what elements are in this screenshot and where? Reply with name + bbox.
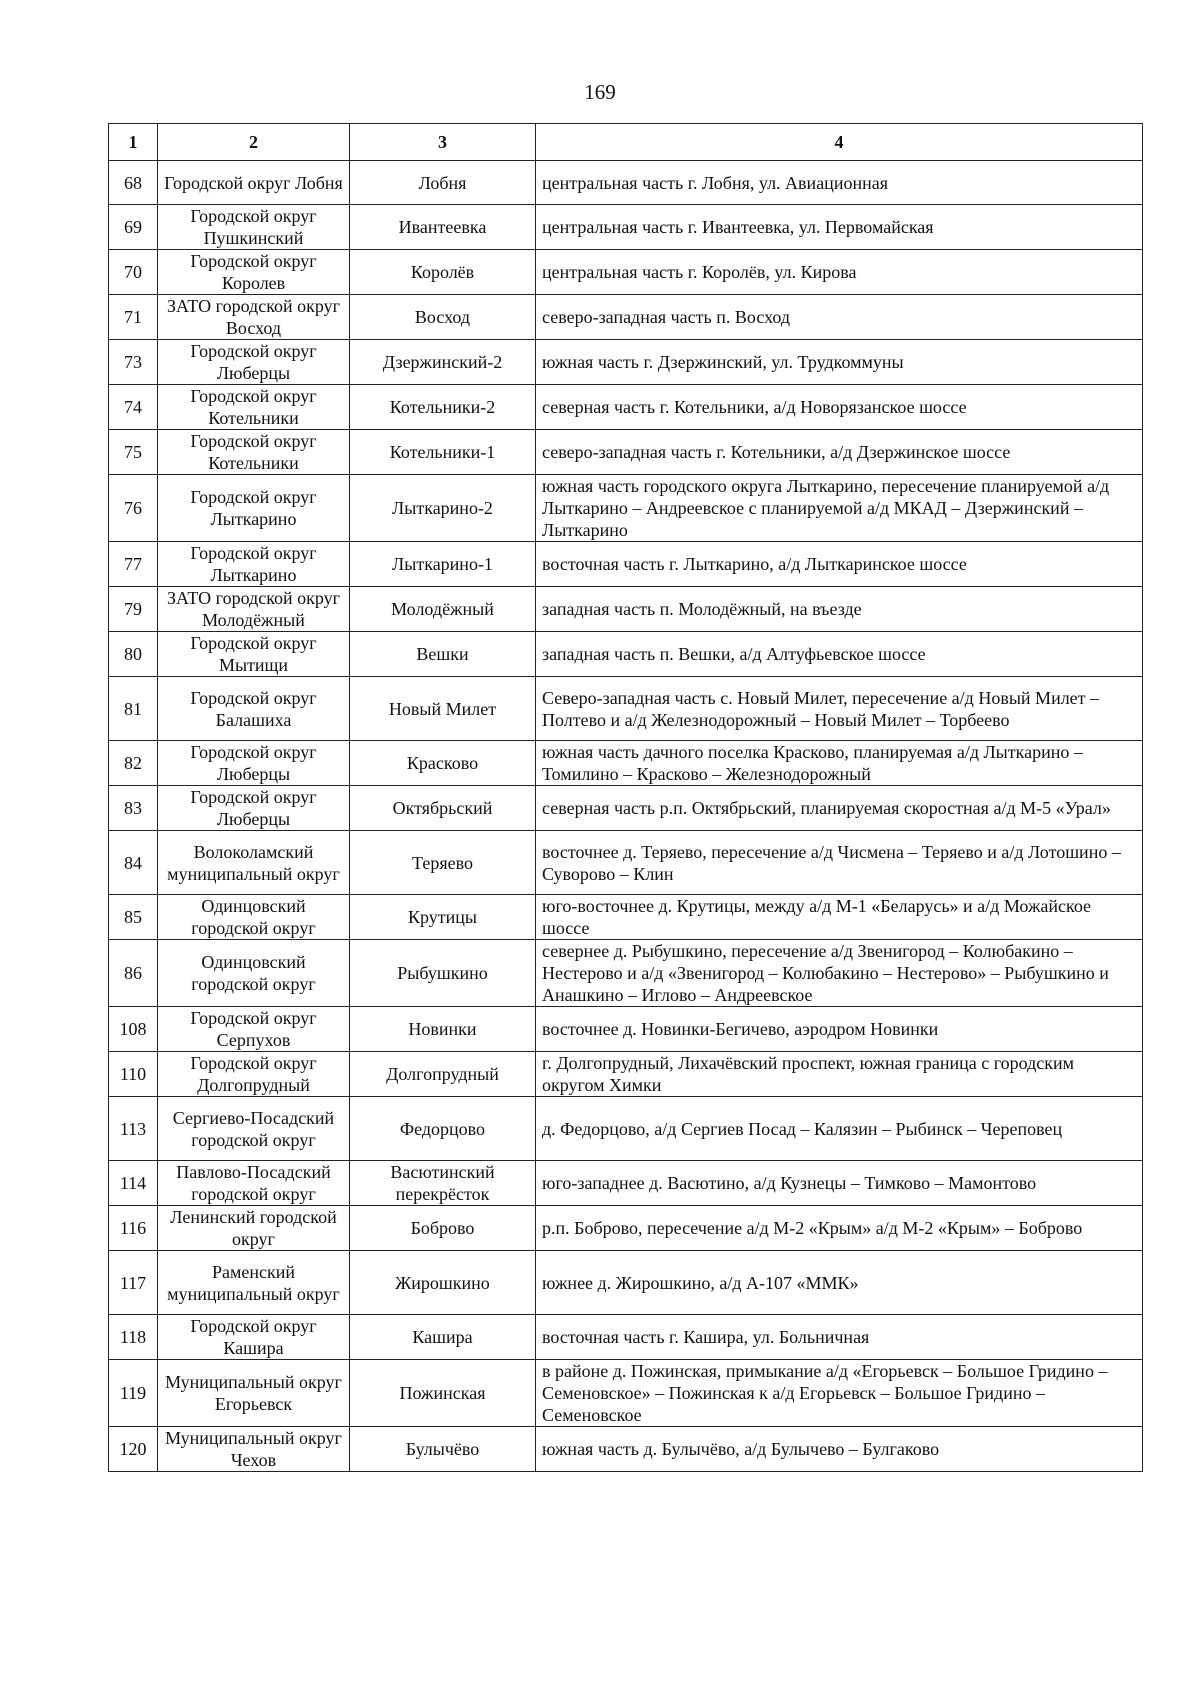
row-location: юго-западнее д. Васютино, а/д Кузнецы – Тимково – Мамонтово — [536, 1161, 1143, 1206]
row-location: восточнее д. Теряево, пересечение а/д Чисмена – Теряево и а/д Лотошино – Суворово – Клин — [536, 831, 1143, 895]
row-number: 70 — [109, 250, 158, 295]
row-location: р.п. Боброво, пересечение а/д М-2 «Крым» а/д М-2 «Крым» – Боброво — [536, 1206, 1143, 1251]
row-location: центральная часть г. Королёв, ул. Кирова — [536, 250, 1143, 295]
column-header-3: 3 — [350, 124, 536, 161]
table-row — [109, 895, 1143, 940]
row-location: северная часть р.п. Октябрьский, планируемая скоростная а/д М-5 «Урал» — [536, 786, 1143, 831]
row-number: 118 — [109, 1315, 158, 1360]
row-location: западная часть п. Вешки, а/д Алтуфьевское шоссе — [536, 632, 1143, 677]
row-number: 85 — [109, 895, 158, 940]
row-location: южная часть г. Дзержинский, ул. Трудкоммуны — [536, 340, 1143, 385]
row-number: 113 — [109, 1097, 158, 1161]
row-district: ЗАТО городской округ Восход — [158, 295, 350, 340]
row-location: северо-западная часть п. Восход — [536, 295, 1143, 340]
row-location: севернее д. Рыбушкино, пересечение а/д Звенигород – Колюбакино – Нестерово и а/д «Звенигород – Колюбакино – Нестерово» – Рыбушкино и Анашкино – Иглово – Андреевское — [536, 940, 1143, 1007]
row-number: 71 — [109, 295, 158, 340]
table-row — [109, 1206, 1143, 1251]
table-row — [109, 430, 1143, 475]
table-row — [109, 1427, 1143, 1472]
row-district: Раменский муниципальный округ — [158, 1251, 350, 1315]
row-district: Городской округ Лобня — [158, 161, 350, 205]
row-name: Лыткарино-1 — [350, 542, 536, 587]
row-number: 77 — [109, 542, 158, 587]
row-name: Восход — [350, 295, 536, 340]
row-number: 73 — [109, 340, 158, 385]
table-row — [109, 1360, 1143, 1427]
row-name: Долгопрудный — [350, 1052, 536, 1097]
row-location: Северо-западная часть с. Новый Милет, пересечение а/д Новый Милет – Полтево и а/д Железнодорожный – Новый Милет – Торбеево — [536, 677, 1143, 741]
row-district: Муниципальный округ Чехов — [158, 1427, 350, 1472]
table-row — [109, 677, 1143, 741]
row-district: Городской округ Лыткарино — [158, 475, 350, 542]
row-name: Васютинский перекрёсток — [350, 1161, 536, 1206]
table-row — [109, 1251, 1143, 1315]
row-number: 120 — [109, 1427, 158, 1472]
row-district: Ленинский городской округ — [158, 1206, 350, 1251]
row-location: центральная часть г. Ивантеевка, ул. Первомайская — [536, 205, 1143, 250]
row-name: Булычёво — [350, 1427, 536, 1472]
row-number: 74 — [109, 385, 158, 430]
row-location: юго-восточнее д. Крутицы, между а/д М-1 «Беларусь» и а/д Можайское шоссе — [536, 895, 1143, 940]
table-row — [109, 587, 1143, 632]
table-row — [109, 1007, 1143, 1052]
column-header-4: 4 — [536, 124, 1143, 161]
row-number: 75 — [109, 430, 158, 475]
table-row — [109, 1097, 1143, 1161]
row-location: центральная часть г. Лобня, ул. Авиационная — [536, 161, 1143, 205]
row-location: южная часть городского округа Лыткарино, пересечение планируемой а/д Лыткарино – Андреевское с планируемой а/д МКАД – Дзержинский – Лыткарино — [536, 475, 1143, 542]
row-number: 116 — [109, 1206, 158, 1251]
row-location: г. Долгопрудный, Лихачёвский проспект, южная граница с городским округом Химки — [536, 1052, 1143, 1097]
row-number: 117 — [109, 1251, 158, 1315]
row-name: Королёв — [350, 250, 536, 295]
table-row — [109, 632, 1143, 677]
row-number: 86 — [109, 940, 158, 1007]
row-name: Крутицы — [350, 895, 536, 940]
row-name: Котельники-2 — [350, 385, 536, 430]
row-district: Городской округ Люберцы — [158, 786, 350, 831]
row-name: Новинки — [350, 1007, 536, 1052]
row-name: Кашира — [350, 1315, 536, 1360]
table-row — [109, 542, 1143, 587]
row-name: Пожинская — [350, 1360, 536, 1427]
row-name: Октябрьский — [350, 786, 536, 831]
table-row — [109, 205, 1143, 250]
table-row — [109, 1161, 1143, 1206]
row-number: 110 — [109, 1052, 158, 1097]
row-location: в районе д. Пожинская, примыкание а/д «Егорьевск – Большое Гридино – Семеновское» – Пожинская к а/д Егорьевск – Большое Гридино – Семеновское — [536, 1360, 1143, 1427]
row-district: Городской округ Люберцы — [158, 741, 350, 786]
row-district: Павлово-Посадский городской округ — [158, 1161, 350, 1206]
table-row — [109, 340, 1143, 385]
column-header-2: 2 — [158, 124, 350, 161]
table-row — [109, 385, 1143, 430]
row-name: Вешки — [350, 632, 536, 677]
row-location: северная часть г. Котельники, а/д Новорязанское шоссе — [536, 385, 1143, 430]
row-district: Одинцовский городской округ — [158, 895, 350, 940]
column-header-1: 1 — [109, 124, 158, 161]
row-location: северо-западная часть г. Котельники, а/д Дзержинское шоссе — [536, 430, 1143, 475]
row-location: восточная часть г. Лыткарино, а/д Лыткаринское шоссе — [536, 542, 1143, 587]
row-location: южная часть д. Булычёво, а/д Булычево – Булгаково — [536, 1427, 1143, 1472]
row-number: 68 — [109, 161, 158, 205]
row-district: Одинцовский городской округ — [158, 940, 350, 1007]
table-row — [109, 741, 1143, 786]
row-number: 119 — [109, 1360, 158, 1427]
row-district: Сергиево-Посадский городской округ — [158, 1097, 350, 1161]
row-name: Рыбушкино — [350, 940, 536, 1007]
row-number: 79 — [109, 587, 158, 632]
row-district: Городской округ Серпухов — [158, 1007, 350, 1052]
row-name: Федорцово — [350, 1097, 536, 1161]
row-number: 84 — [109, 831, 158, 895]
table-row — [109, 250, 1143, 295]
row-location: южнее д. Жирошкино, а/д А-107 «ММК» — [536, 1251, 1143, 1315]
row-name: Красково — [350, 741, 536, 786]
row-district: Городской округ Кашира — [158, 1315, 350, 1360]
row-name: Боброво — [350, 1206, 536, 1251]
page-number: 169 — [584, 80, 616, 104]
row-district: Городской округ Королев — [158, 250, 350, 295]
table-row — [109, 940, 1143, 1007]
row-name: Ивантеевка — [350, 205, 536, 250]
table-row — [109, 1315, 1143, 1360]
row-number: 69 — [109, 205, 158, 250]
row-district: Городской округ Мытищи — [158, 632, 350, 677]
row-number: 76 — [109, 475, 158, 542]
row-name: Котельники-1 — [350, 430, 536, 475]
row-district: Городской округ Люберцы — [158, 340, 350, 385]
row-location: восточная часть г. Кашира, ул. Больничная — [536, 1315, 1143, 1360]
row-district: Городской округ Пушкинский — [158, 205, 350, 250]
row-number: 80 — [109, 632, 158, 677]
row-number: 114 — [109, 1161, 158, 1206]
row-number: 83 — [109, 786, 158, 831]
row-name: Лобня — [350, 161, 536, 205]
row-district: Городской округ Долгопрудный — [158, 1052, 350, 1097]
row-district: Волоколамский муниципальный округ — [158, 831, 350, 895]
row-number: 108 — [109, 1007, 158, 1052]
row-name: Лыткарино-2 — [350, 475, 536, 542]
row-location: восточнее д. Новинки-Бегичево, аэродром Новинки — [536, 1007, 1143, 1052]
table-row — [109, 831, 1143, 895]
table-header-row — [109, 124, 1143, 161]
row-name: Дзержинский-2 — [350, 340, 536, 385]
row-name: Жирошкино — [350, 1251, 536, 1315]
row-district: Городской округ Лыткарино — [158, 542, 350, 587]
row-location: западная часть п. Молодёжный, на въезде — [536, 587, 1143, 632]
row-location: д. Федорцово, а/д Сергиев Посад – Калязин – Рыбинск – Череповец — [536, 1097, 1143, 1161]
row-district: Городской округ Котельники — [158, 430, 350, 475]
row-number: 82 — [109, 741, 158, 786]
row-district: Муниципальный округ Егорьевск — [158, 1360, 350, 1427]
row-district: Городской округ Балашиха — [158, 677, 350, 741]
row-number: 81 — [109, 677, 158, 741]
document-table — [108, 123, 1143, 1472]
row-name: Новый Милет — [350, 677, 536, 741]
table-row — [109, 295, 1143, 340]
table-row — [109, 786, 1143, 831]
row-name: Теряево — [350, 831, 536, 895]
table-row — [109, 1052, 1143, 1097]
table-row — [109, 475, 1143, 542]
row-district: ЗАТО городской округ Молодёжный — [158, 587, 350, 632]
table-row — [109, 161, 1143, 205]
row-district: Городской округ Котельники — [158, 385, 350, 430]
row-location: южная часть дачного поселка Красково, планируемая а/д Лыткарино – Томилино – Красково – Железнодорожный — [536, 741, 1143, 786]
row-name: Молодёжный — [350, 587, 536, 632]
